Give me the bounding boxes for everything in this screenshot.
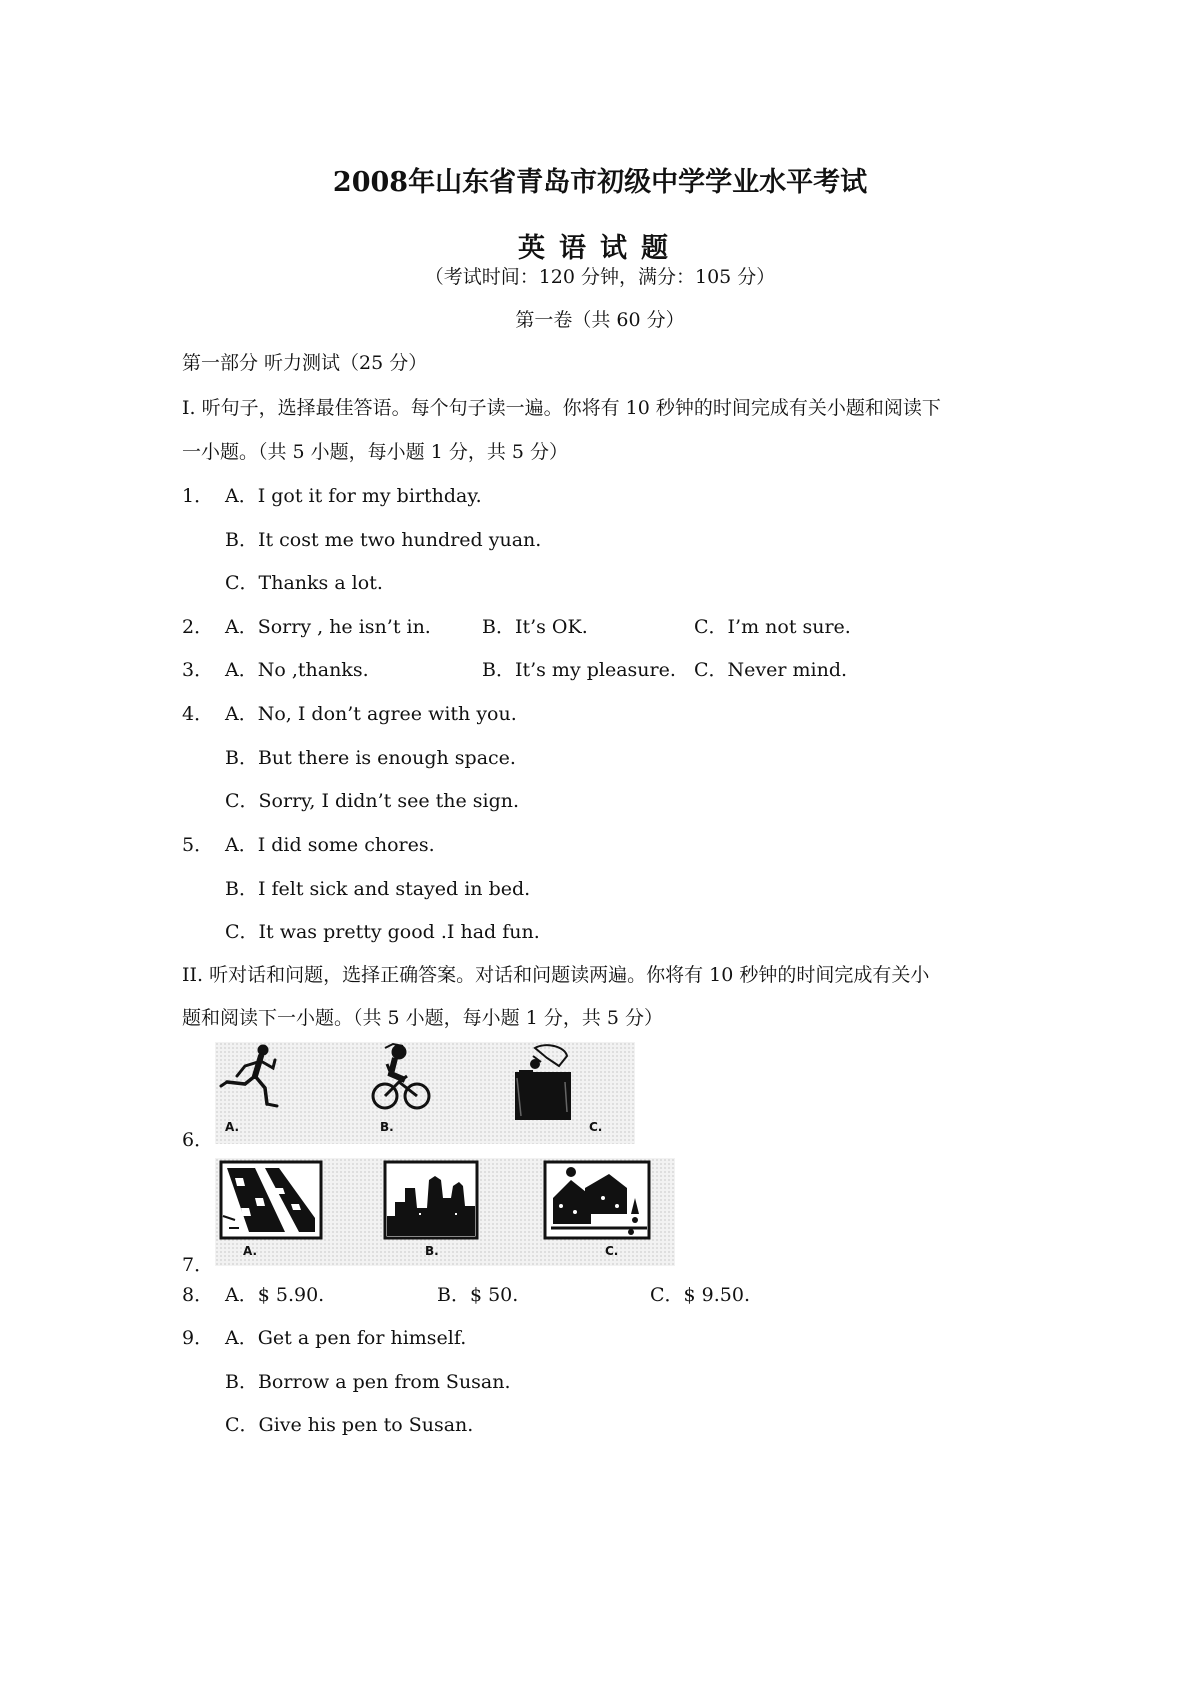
q2-option-a: A．Sorry , he isn’t in. [225, 616, 431, 638]
part1-heading: 第一部分 听力测试（25 分） [182, 352, 428, 374]
q6-label-a: A. [225, 1120, 240, 1134]
exam-subtitle: 英语试题 [518, 233, 682, 264]
city-skyline-icon [385, 1162, 477, 1238]
section2-instruction-line1: II. 听对话和问题，选择正确答案。对话和问题读两遍。你将有 10 秒钟的时间完成有关小 [182, 964, 930, 986]
q5-option-b: B．I felt sick and stayed in bed. [225, 878, 531, 900]
exam-info: （考试时间：120 分钟，满分：105 分） [424, 266, 776, 288]
question-number: 8． [182, 1284, 214, 1306]
road-scene-icon [221, 1162, 321, 1238]
runner-icon [221, 1045, 277, 1106]
q4-option-a: A．No, I don’t agree with you. [225, 703, 517, 725]
q3-option-b: B．It’s my pleasure. [482, 659, 676, 681]
cyclist-icon [373, 1044, 429, 1108]
q2-option-b: B．It’s OK. [482, 616, 588, 638]
question-number: 4． [182, 703, 214, 725]
q4-option-c: C．Sorry, I didn’t see the sign. [225, 790, 520, 812]
q9-option-a: A．Get a pen for himself. [225, 1327, 467, 1349]
q7-label-a: A. [243, 1244, 258, 1258]
section1-instruction-line2: 一小题。（共 5 小题，每小题 1 分，共 5 分） [182, 441, 569, 463]
question-number: 2． [182, 616, 214, 638]
q7-picture-strip [215, 1158, 675, 1266]
q2-option-c: C．I’m not sure. [694, 616, 851, 638]
volume-heading: 第一卷（共 60 分） [515, 309, 685, 331]
section1-instruction-line1: I. 听句子，选择最佳答语。每个句子读一遍。你将有 10 秒钟的时间完成有关小题和阅读下 [182, 397, 941, 419]
q8-option-b: B．$ 50. [437, 1284, 519, 1306]
winter-scene-icon [545, 1162, 649, 1238]
q9-option-b: B．Borrow a pen from Susan. [225, 1371, 511, 1393]
q3-option-a: A．No ,thanks. [225, 659, 369, 681]
q7-label-b: B. [425, 1244, 439, 1258]
q5-option-a: A．I did some chores. [225, 834, 435, 856]
q8-option-c: C．$ 9.50. [650, 1284, 751, 1306]
question-number: 7． [182, 1254, 214, 1276]
question-number: 3． [182, 659, 214, 681]
exam-title: 2008年山东省青岛市初级中学学业水平考试 [332, 167, 868, 198]
q1-option-c: C．Thanks a lot. [225, 572, 383, 594]
question-number: 1． [182, 485, 214, 507]
q5-option-c: C．It was pretty good .I had fun. [225, 921, 540, 943]
q4-option-b: B．But there is enough space. [225, 747, 516, 769]
q8-option-a: A．$ 5.90. [225, 1284, 325, 1306]
q9-option-c: C．Give his pen to Susan. [225, 1414, 474, 1436]
q1-option-b: B．It cost me two hundred yuan. [225, 529, 542, 551]
section2-instruction-line2: 题和阅读下一小题。（共 5 小题，每小题 1 分，共 5 分） [182, 1007, 664, 1029]
question-number: 6． [182, 1129, 214, 1151]
q6-label-c: C. [589, 1120, 603, 1134]
q6-picture-strip [215, 1042, 635, 1144]
q1-option-a: A．I got it for my birthday. [225, 485, 482, 507]
net-figure-icon [515, 1045, 571, 1120]
q6-pictures-svg [215, 1042, 635, 1144]
question-number: 5． [182, 834, 214, 856]
q6-label-b: B. [380, 1120, 394, 1134]
question-number: 9． [182, 1327, 214, 1349]
q3-option-c: C．Never mind. [694, 659, 848, 681]
q7-label-c: C. [605, 1244, 619, 1258]
